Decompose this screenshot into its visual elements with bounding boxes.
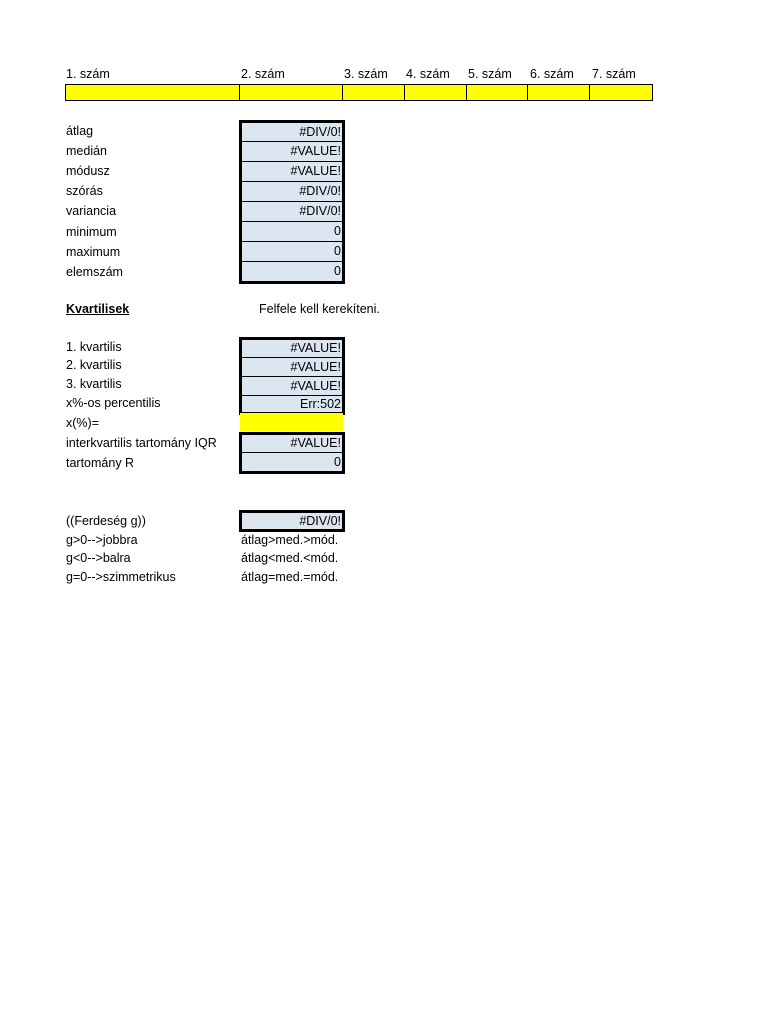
quartiles-title: Kvartilisek: [66, 302, 130, 316]
number-input-row: [65, 84, 653, 101]
column-header-3: 3. szám: [344, 67, 388, 81]
quartile-label-3: 3. kvartilis: [66, 377, 122, 391]
stat-value-maximum[interactable]: 0: [242, 242, 342, 262]
number-input-cell-3[interactable]: [343, 85, 405, 100]
stats-value-box: [239, 120, 345, 284]
number-input-cell-5[interactable]: [467, 85, 529, 100]
stat-label-variance: variancia: [66, 204, 117, 218]
range-value[interactable]: 0: [242, 453, 342, 474]
skew-rule-left-1: g>0-->jobbra: [66, 533, 138, 547]
skewness-label: ((Ferdeség g)): [66, 514, 146, 528]
column-header-6: 6. szám: [530, 67, 574, 81]
quartile-label-2: 2. kvartilis: [66, 358, 122, 372]
column-header-4: 4. szám: [406, 67, 450, 81]
stat-label-stddev: szórás: [66, 184, 103, 198]
column-header-5: 5. szám: [468, 67, 512, 81]
stat-value-minimum[interactable]: 0: [242, 222, 342, 242]
column-header-7: 7. szám: [592, 67, 636, 81]
number-input-cell-1[interactable]: [66, 85, 240, 100]
number-input-cell-7[interactable]: [590, 85, 652, 100]
x-percent-label: x(%)=: [66, 416, 99, 430]
skew-rule-left-3: g=0-->szimmetrikus: [66, 570, 176, 584]
stat-label-minimum: minimum: [66, 225, 117, 239]
stat-label-mode: módusz: [66, 164, 110, 178]
rounding-note: Felfele kell kerekíteni.: [259, 302, 380, 316]
skewness-value[interactable]: #DIV/0!: [242, 510, 342, 532]
quartile-value-1[interactable]: #VALUE!: [242, 337, 342, 358]
column-header-1: 1. szám: [66, 67, 110, 81]
skew-rule-right-3: átlag=med.=mód.: [241, 570, 339, 584]
stat-value-median[interactable]: #VALUE!: [242, 142, 342, 162]
quartile-value-2[interactable]: #VALUE!: [242, 358, 342, 377]
number-input-cell-2[interactable]: [240, 85, 343, 100]
quartile-value-3[interactable]: #VALUE!: [242, 377, 342, 396]
stat-label-median: medián: [66, 144, 107, 158]
iqr-range-box: [239, 432, 345, 474]
stat-value-stddev[interactable]: #DIV/0!: [242, 182, 342, 202]
column-header-2: 2. szám: [241, 67, 285, 81]
number-input-cell-4[interactable]: [405, 85, 467, 100]
stat-value-mode[interactable]: #VALUE!: [242, 162, 342, 182]
percentile-label: x%-os percentilis: [66, 396, 161, 410]
skew-rule-right-1: átlag>med.>mód.: [241, 533, 339, 547]
stat-label-mean: átlag: [66, 124, 94, 138]
stat-label-count: elemszám: [66, 265, 123, 279]
iqr-label: interkvartilis tartomány IQR: [66, 436, 217, 450]
skew-rule-right-2: átlag<med.<mód.: [241, 551, 339, 565]
x-percent-input[interactable]: [240, 413, 343, 431]
quartile-value-box: [239, 337, 345, 415]
iqr-value[interactable]: #VALUE!: [242, 432, 342, 453]
stat-label-maximum: maximum: [66, 245, 121, 259]
skewness-value-box: [239, 510, 345, 532]
number-input-cell-6[interactable]: [528, 85, 590, 100]
quartile-label-1: 1. kvartilis: [66, 340, 122, 354]
stat-value-count[interactable]: 0: [242, 262, 342, 284]
skew-rule-left-2: g<0-->balra: [66, 551, 131, 565]
percentile-value[interactable]: Err:502: [242, 396, 342, 415]
stat-value-variance[interactable]: #DIV/0!: [242, 202, 342, 222]
range-label: tartomány R: [66, 456, 135, 470]
stat-value-mean[interactable]: #DIV/0!: [242, 120, 342, 142]
